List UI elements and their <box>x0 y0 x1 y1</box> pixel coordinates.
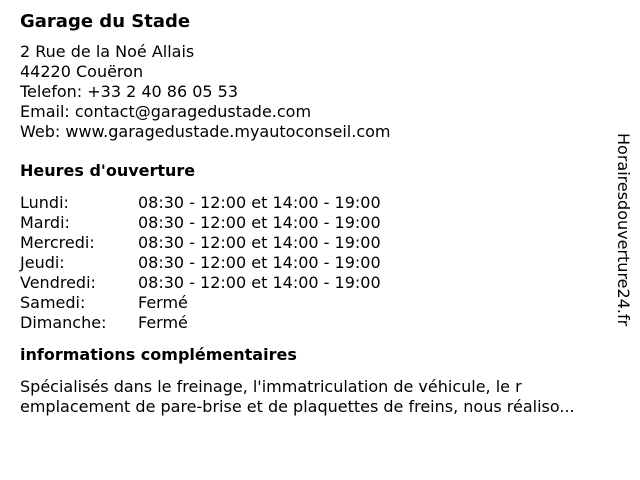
address-line-2: 44220 Couëron <box>20 62 144 81</box>
additional-info-text <box>20 377 620 417</box>
hours-day: Mercredi: <box>20 233 95 252</box>
address-line-1: 2 Rue de la Noé Allais <box>20 42 195 61</box>
website-line: Web: www.garagedustade.myautoconseil.com <box>20 122 391 141</box>
hours-day: Lundi: <box>20 193 69 212</box>
hours-time: 08:30 - 12:00 et 14:00 - 19:00 <box>138 273 381 292</box>
additional-info-heading: informations complémentaires <box>20 345 297 364</box>
email-line: Email: contact@garagedustade.com <box>20 102 312 121</box>
hours-time: 08:30 - 12:00 et 14:00 - 19:00 <box>138 253 381 272</box>
hours-day: Vendredi: <box>20 273 96 292</box>
hours-row-monday <box>20 193 620 213</box>
hours-row-saturday <box>20 293 620 313</box>
hours-row-friday <box>20 273 620 293</box>
hours-row-thursday <box>20 253 620 273</box>
hours-time: 08:30 - 12:00 et 14:00 - 19:00 <box>138 233 381 252</box>
phone-line: Telefon: +33 2 40 86 05 53 <box>20 82 239 101</box>
hours-time: Fermé <box>138 293 188 312</box>
additional-info-line-2: emplacement de pare-brise et de plaquettes de freins, nous réaliso... <box>20 397 575 416</box>
business-name: Garage du Stade <box>20 11 191 32</box>
hours-day: Samedi: <box>20 293 86 312</box>
additional-info-line-1: Spécialisés dans le freinage, l'immatriculation de véhicule, le r <box>20 377 522 396</box>
hours-row-sunday <box>20 313 620 333</box>
hours-day: Jeudi: <box>20 253 65 272</box>
hours-row-tuesday <box>20 213 620 233</box>
hours-day: Dimanche: <box>20 313 107 332</box>
site-watermark: Horairesdouverture24.fr <box>614 133 633 327</box>
hours-row-wednesday <box>20 233 620 253</box>
hours-day: Mardi: <box>20 213 70 232</box>
opening-hours-table <box>20 193 620 333</box>
hours-time: 08:30 - 12:00 et 14:00 - 19:00 <box>138 213 381 232</box>
business-card <box>20 10 620 417</box>
hours-time: Fermé <box>138 313 188 332</box>
hours-time: 08:30 - 12:00 et 14:00 - 19:00 <box>138 193 381 212</box>
opening-hours-heading: Heures d'ouverture <box>20 161 196 180</box>
